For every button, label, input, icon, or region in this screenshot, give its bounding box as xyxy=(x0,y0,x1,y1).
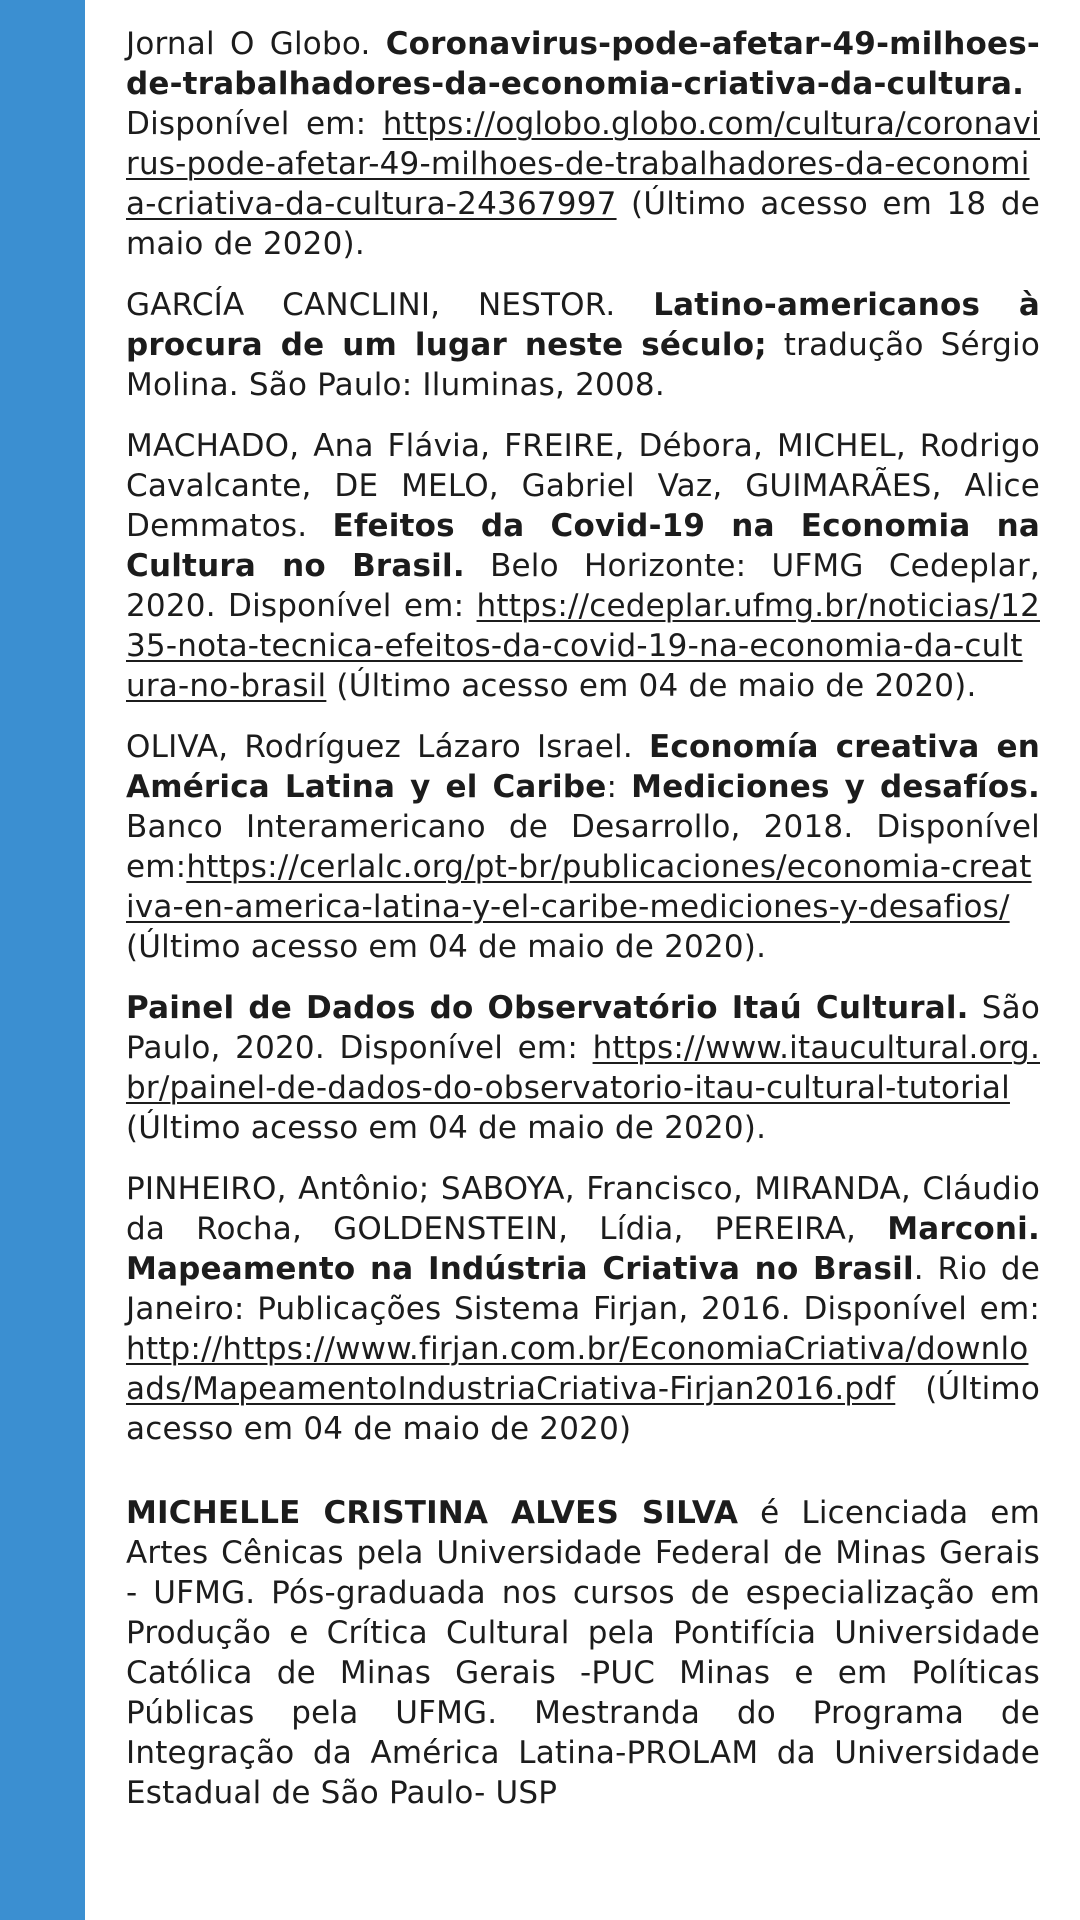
reference-lead: Jornal O Globo. xyxy=(126,26,386,62)
reference-access-date: (Último acesso em 18 de maio de 2020). xyxy=(126,186,1040,262)
reference-item xyxy=(126,24,1040,264)
reference-text: Banco Interamericano de Desarrollo, 2018. Disponível em: xyxy=(126,809,1040,885)
reference-item xyxy=(126,1169,1040,1449)
reference-link[interactable]: https://cedeplar.ufmg.br/noticias/1235-nota-tecnica-efeitos-da-covid-19-na-economia-da-cultura-no-brasil xyxy=(126,588,1040,704)
reference-text: São Paulo, 2020. Disponível em: xyxy=(126,990,1041,1066)
reference-lead: MACHADO, Ana Flávia, FREIRE, Débora, MICHEL, Rodrigo Cavalcante, DE MELO, Gabriel Vaz, GUIMARÃES, Alice Demmatos. xyxy=(126,428,1040,544)
reference-access-date: (Último acesso em 04 de maio de 2020) xyxy=(126,1371,1040,1447)
reference-link[interactable]: https://cerlalc.org/pt-br/publicaciones/economia-creativa-en-america-latina-y-el-caribe-mediciones-y-desafios/ xyxy=(126,849,1032,925)
reference-access-date: (Último acesso em 04 de maio de 2020). xyxy=(126,1110,767,1146)
reference-text: . Rio de Janeiro: Publicações Sistema Firjan, 2016. Disponível em: xyxy=(126,1251,1041,1327)
reference-title: Latino-americanos à procura de um lugar neste século; xyxy=(126,287,1040,363)
reference-lead: PINHEIRO, Antônio; SABOYA, Francisco, MIRANDA, Cláudio da Rocha, GOLDENSTEIN, Lídia, PEREIRA, xyxy=(126,1171,1040,1247)
reference-text: Belo Horizonte: UFMG Cedeplar, 2020. Disponível em: xyxy=(126,548,1040,624)
reference-text: tradução Sérgio Molina. São Paulo: Iluminas, 2008. xyxy=(126,327,1040,403)
reference-item xyxy=(126,285,1040,405)
reference-title: Efeitos da Covid-19 na Economia na Cultura no Brasil. xyxy=(126,508,1040,584)
reference-item xyxy=(126,988,1040,1148)
reference-subtitle: Mediciones y desafíos. xyxy=(631,769,1040,805)
author-bio-text: é Licenciada em Artes Cênicas pela Universidade Federal de Minas Gerais - UFMG. Pós-graduada nos cursos de especialização em Produção e Crítica Cultural pela Pontifícia Universidade Católica de Minas Gerais -PUC Minas e em Políticas Públicas pela UFMG. Mestranda do Programa de Integração da América Latina-PROLAM da Universidade Estadual de São Paulo- USP xyxy=(126,1495,1040,1811)
references-content xyxy=(126,24,1040,1844)
author-bio xyxy=(126,1493,1040,1813)
reference-title: Marconi. Mapeamento na Indústria Criativa no Brasil xyxy=(126,1211,1040,1287)
reference-lead: GARCÍA CANCLINI, NESTOR. xyxy=(126,287,654,323)
reference-lead: OLIVA, Rodríguez Lázaro Israel. xyxy=(126,729,650,765)
reference-link[interactable]: https://www.itaucultural.org.br/painel-de-dados-do-observatorio-itau-cultural-tutorial xyxy=(126,1030,1040,1106)
reference-link[interactable]: http://https://www.firjan.com.br/EconomiaCriativa/downloads/MapeamentoIndustriaCriativa-Firjan2016.pdf xyxy=(126,1331,1029,1407)
reference-item xyxy=(126,426,1040,706)
reference-link[interactable]: https://oglobo.globo.com/cultura/coronavirus-pode-afetar-49-milhoes-de-trabalhadores-da-economia-criativa-da-cultura-24367997 xyxy=(126,106,1040,222)
blue-sidebar xyxy=(0,0,85,1920)
author-name: MICHELLE CRISTINA ALVES SILVA xyxy=(126,1495,739,1531)
reference-title: Painel de Dados do Observatório Itaú Cultural. xyxy=(126,990,969,1026)
reference-text: : xyxy=(606,769,632,805)
reference-item xyxy=(126,727,1040,967)
reference-access-date: (Último acesso em 04 de maio de 2020). xyxy=(326,668,977,704)
reference-access-date: (Último acesso em 04 de maio de 2020). xyxy=(126,929,767,965)
reference-text: Disponível em: xyxy=(126,106,383,142)
reference-title: Coronavirus-pode-afetar-49-milhoes-de-trabalhadores-da-economia-criativa-da-cultura. xyxy=(126,26,1040,102)
reference-title: Economía creativa en América Latina y el Caribe xyxy=(126,729,1041,805)
